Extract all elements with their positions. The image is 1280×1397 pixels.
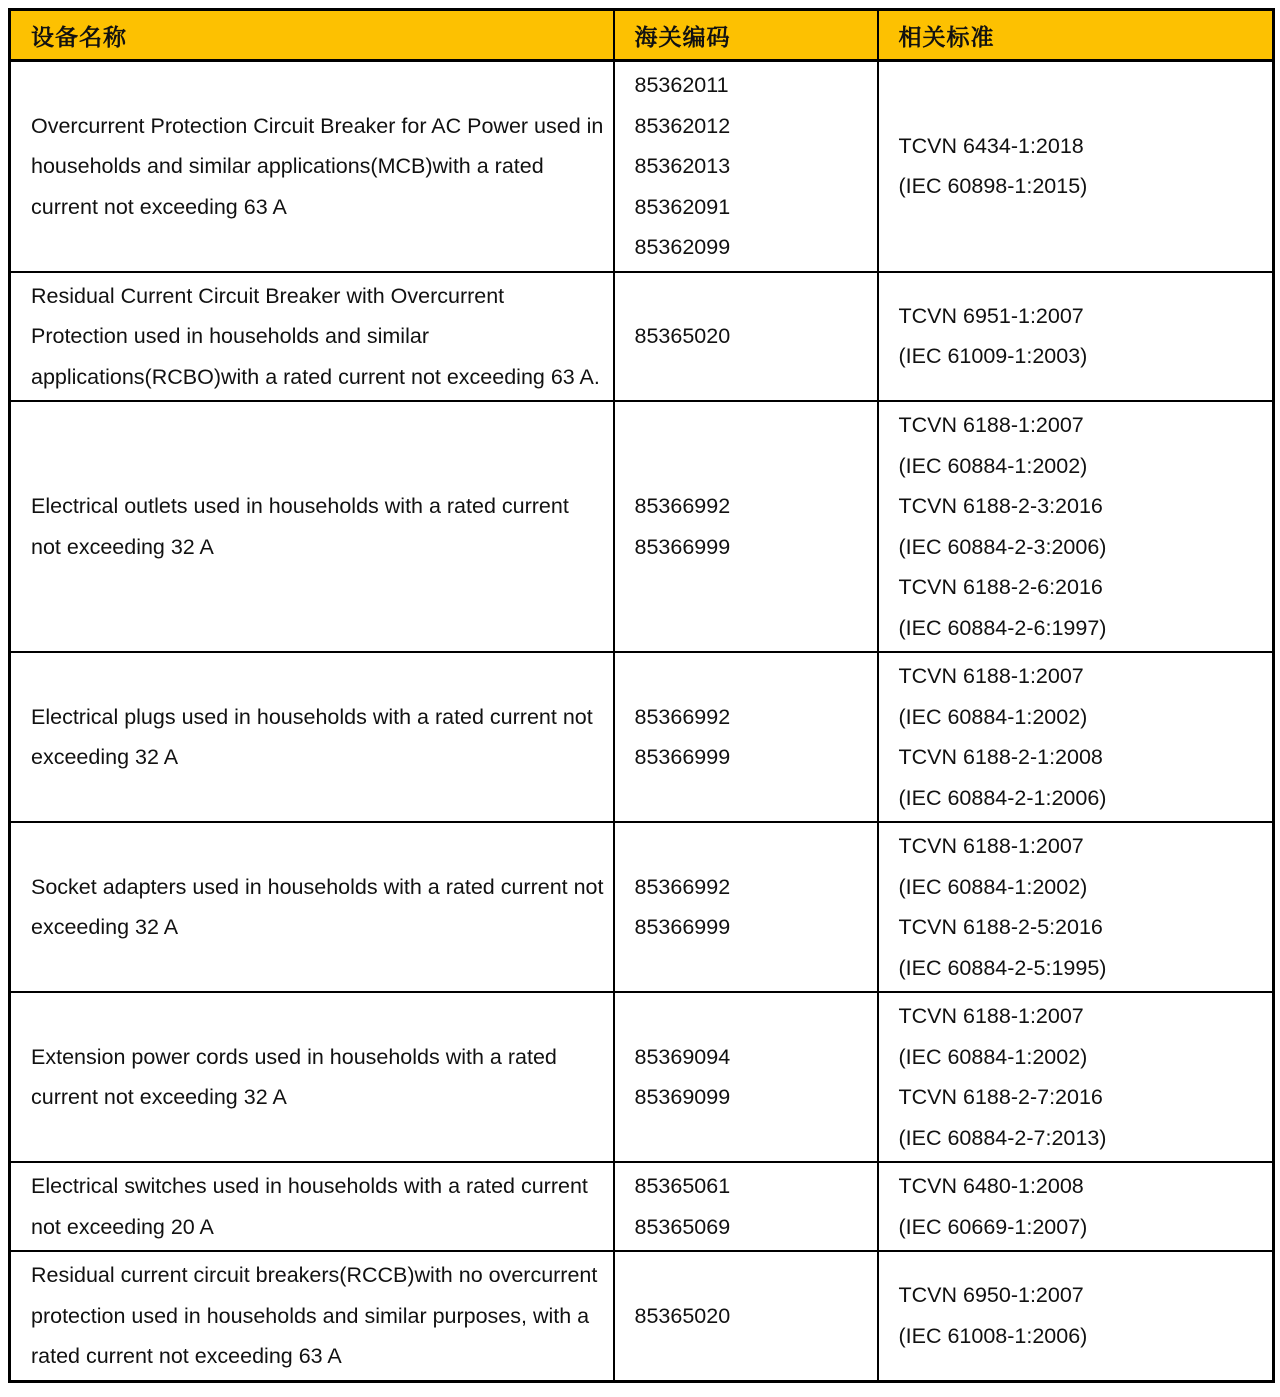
header-row [10,10,1274,61]
standard-reference: (IEC 60884-1:2002) [898,704,1088,729]
table-row [10,61,1274,272]
table-row [10,272,1274,402]
hs-code: 85365069 [634,1214,731,1239]
standards-cell [878,272,1274,402]
device-name-cell: Residual Current Circuit Breaker with Overcurrent Protection used in households and similar applications(RCBO)with a rated current not exceeding 63 A. [10,272,614,402]
hs-code: 85369094 [634,1044,731,1069]
standard-reference: (IEC 60884-2-7:2013) [898,1125,1107,1150]
standard-reference: TCVN 6188-1:2007 [898,664,1084,688]
standard-reference: TCVN 6188-2-1:2008 [898,745,1103,769]
standard-reference: TCVN 6188-2-5:2016 [898,915,1103,939]
hs-codes-cell [614,272,878,402]
hs-code: 85362099 [634,235,731,259]
hs-codes-cell [614,1251,878,1381]
device-name-cell: Overcurrent Protection Circuit Breaker for AC Power used in households and similar applications(MCB)with a rated current not exceeding 63 A [10,61,614,272]
column-header-related-standards: 相关标准 [878,10,1274,61]
standard-reference: (IEC 60898-1:2015) [898,174,1088,199]
hs-code: 85366999 [634,745,731,769]
hs-code: 85362012 [634,113,731,138]
standard-reference: (IEC 61008-1:2006) [898,1323,1088,1348]
standard-reference: (IEC 60669-1:2007) [898,1214,1088,1239]
standard-reference: TCVN 6951-1:2007 [898,303,1084,328]
standard-reference: TCVN 6434-1:2018 [898,133,1084,158]
table-row [10,1162,1274,1251]
table-header [10,10,1274,61]
standard-reference: TCVN 6188-2-7:2016 [898,1085,1103,1109]
hs-codes-cell [614,1162,878,1251]
hs-code: 85362013 [634,154,731,178]
standard-reference: (IEC 60884-2-3:2006) [898,534,1107,559]
standard-reference: (IEC 60884-1:2002) [898,1044,1088,1069]
device-name-cell: Electrical outlets used in households with a rated current not exceeding 32 A [10,401,614,652]
hs-codes-cell [614,822,878,992]
standard-reference: TCVN 6480-1:2008 [898,1174,1084,1198]
table-row [10,401,1274,652]
hs-code: 85366999 [634,534,731,559]
hs-code: 85369099 [634,1085,731,1109]
standards-table [8,8,1275,1383]
standards-cell [878,1162,1274,1251]
standard-reference: TCVN 6188-1:2007 [898,413,1084,437]
standard-reference: TCVN 6188-1:2007 [898,834,1084,858]
hs-codes-cell [614,992,878,1162]
standards-cell [878,61,1274,272]
standard-reference: (IEC 60884-2-5:1995) [898,955,1107,980]
table-row [10,822,1274,992]
device-name-cell: Extension power cords used in households with a rated current not exceeding 32 A [10,992,614,1162]
table-row [10,1251,1274,1381]
standards-cell [878,992,1274,1162]
device-name-cell: Electrical switches used in households with a rated current not exceeding 20 A [10,1162,614,1251]
hs-code: 85365020 [634,1303,731,1328]
standards-table-container [8,8,1272,1383]
standards-cell [878,652,1274,822]
standard-reference: TCVN 6188-2-6:2016 [898,575,1103,599]
device-name-cell: Residual current circuit breakers(RCCB)with no overcurrent protection used in households and similar purposes, with a rated current not exceeding 63 A [10,1251,614,1381]
hs-codes-cell [614,61,878,272]
hs-code: 85362091 [634,194,731,219]
hs-code: 85366999 [634,915,731,939]
hs-code: 85365061 [634,1174,731,1198]
standard-reference: (IEC 60884-1:2002) [898,874,1088,899]
standard-reference: (IEC 61009-1:2003) [898,344,1088,369]
standards-cell [878,1251,1274,1381]
hs-code: 85365020 [634,324,731,348]
standard-reference: TCVN 6188-2-3:2016 [898,494,1103,518]
hs-code: 85366992 [634,704,731,729]
hs-code: 85366992 [634,874,731,899]
standard-reference: (IEC 60884-2-1:2006) [898,785,1107,810]
device-name-cell: Electrical plugs used in households with a rated current not exceeding 32 A [10,652,614,822]
standard-reference: TCVN 6950-1:2007 [898,1283,1084,1308]
device-name-cell: Socket adapters used in households with a rated current not exceeding 32 A [10,822,614,992]
standards-cell [878,401,1274,652]
hs-code: 85366992 [634,494,731,518]
hs-codes-cell [614,652,878,822]
column-header-hs-code: 海关编码 [614,10,878,61]
column-header-device-name: 设备名称 [10,10,614,61]
table-row [10,992,1274,1162]
standards-cell [878,822,1274,992]
hs-code: 85362011 [634,73,729,97]
hs-codes-cell [614,401,878,652]
table-row [10,652,1274,822]
standard-reference: (IEC 60884-2-6:1997) [898,615,1107,640]
standard-reference: (IEC 60884-1:2002) [898,453,1088,478]
table-body [10,61,1274,1382]
standard-reference: TCVN 6188-1:2007 [898,1004,1084,1028]
